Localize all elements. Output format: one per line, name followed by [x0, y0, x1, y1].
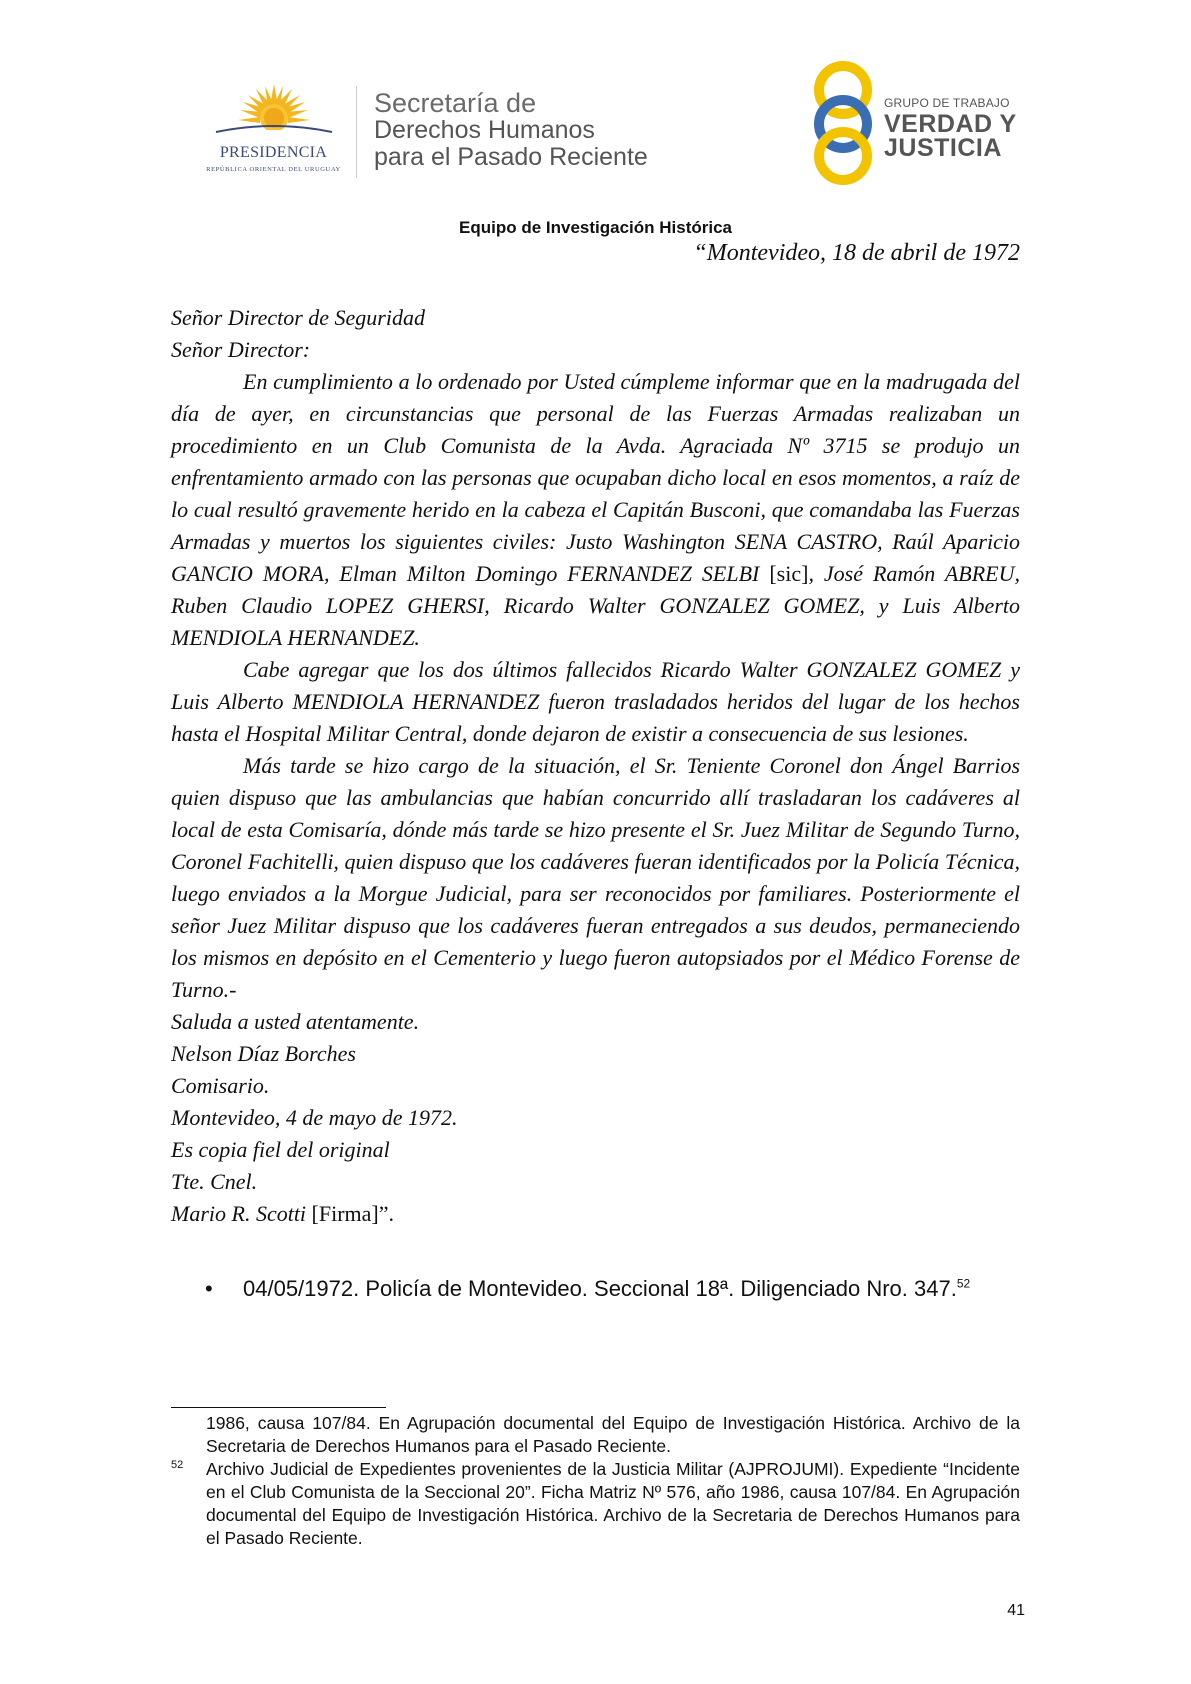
bullet-dot-icon: • — [205, 1276, 213, 1301]
bullet-item — [205, 1273, 1020, 1305]
verdad-justicia-logo — [808, 60, 1028, 186]
salutation-2: Señor Director: — [171, 337, 311, 362]
footnote-separator — [171, 1407, 386, 1408]
presidencia-title: PRESIDENCIA — [219, 144, 328, 161]
header-divider — [356, 86, 357, 178]
sun-of-may-icon — [196, 82, 351, 144]
paragraph-1-part-a: En cumplimiento a lo ordenado por Usted cúmpleme informar que en la madrugada del día de ayer, en circunstancias que personal de las Fuerzas Armadas realizaban un procedimiento en un Club Comunista de la Avda. Agraciada Nº 3715 se produjo un enfrentamiento armado con las personas que ocupaban dicho local en esos momentos, a raíz de lo cual resultó gravemente herido en la cabeza el Capitán Busconi, que comandaba las Fuerzas Armadas y muertos los siguientes civiles: Justo Washington SENA CASTRO, Raúl Aparicio GANCIO MORA, Elman Milton Domingo FERNANDEZ SELBI — [171, 369, 1020, 586]
letter-body — [171, 302, 1020, 1230]
closing-line: Saluda a usted atentamente. — [171, 1009, 420, 1034]
footnote-continued-text: 1986, causa 107/84. En Agrupación documental del Equipo de Investigación Histórica. Archivo de la Secretaria de Derechos Humanos para el Pasado Reciente. — [206, 1413, 1020, 1456]
grupo-title-line-1: VERDAD Y — [884, 110, 1017, 138]
copy-note: Es copia fiel del original — [171, 1137, 390, 1162]
sic-note: [sic] — [769, 561, 809, 586]
footnote-ref-52[interactable]: 52 — [956, 1276, 971, 1291]
grupo-title-line-2: JUSTICIA — [884, 134, 1002, 162]
footnote-52 — [171, 1458, 1020, 1550]
copy-rank: Tte. Cnel. — [171, 1169, 258, 1194]
paragraph-2: Cabe agregar que los dos últimos fallecidos Ricardo Walter GONZALEZ GOMEZ y Luis Alberto MENDIOLA HERNANDEZ fueron trasladados heridos del lugar de los hechos hasta el Hospital Militar Central, donde dejaron de existir a consecuencia de sus lesiones. — [171, 657, 1020, 746]
grupo-small-label: GRUPO DE TRABAJO — [884, 96, 1010, 110]
footnote-52-number: 52 — [171, 1459, 184, 1471]
secretaria-line-1: Secretaría de — [374, 88, 537, 118]
salutation-1: Señor Director de Seguridad — [171, 305, 425, 330]
signer-title: Comisario. — [171, 1073, 270, 1098]
secretaria-logo-text — [374, 90, 648, 171]
copy-signature-line — [171, 1198, 1020, 1230]
secretaria-line-2: Derechos Humanos — [374, 116, 595, 144]
footnote-continued — [171, 1412, 1020, 1458]
presidencia-subtitle: REPÚBLICA ORIENTAL DEL URUGUAY — [206, 166, 341, 173]
page-number: 41 — [1007, 1602, 1025, 1619]
firma-note: [Firma]”. — [311, 1201, 395, 1226]
team-heading: Equipo de Investigación Histórica — [459, 218, 732, 237]
letter-dateline: “Montevideo, 18 de abril de 1972 — [693, 240, 1020, 266]
presidencia-logo — [196, 82, 351, 182]
bullet-text-line — [243, 1273, 1020, 1305]
secretaria-line-3: para el Pasado Reciente — [374, 143, 648, 171]
paragraph-1-part-b: , José Ramón ABREU, Ruben Claudio LOPEZ GHERSI, Ricardo Walter GONZALEZ GOMEZ, y Luis Alberto MENDIOLA HERNANDEZ. — [171, 561, 1020, 650]
signer-name: Nelson Díaz Borches — [171, 1041, 356, 1066]
footnote-52-text: Archivo Judicial de Expedientes provenientes de la Justicia Militar (AJPROJUMI). Expediente “Incidente en el Club Comunista de la Seccional 20”. Ficha Matriz Nº 576, año 1986, causa 107/84. En Agrupación documental del Equipo de Investigación Histórica. Archivo de la Secretaria de Derechos Humanos para el Pasado Reciente. — [206, 1459, 1020, 1548]
copy-name: Mario R. Scotti — [171, 1201, 307, 1226]
paragraph-1 — [171, 366, 1020, 654]
paragraph-3: Más tarde se hizo cargo de la situación, el Sr. Teniente Coronel don Ángel Barrios quien dispuso que las ambulancias que habían concurrido allí trasladaran los cadáveres al local de esta Comisaría, dónde más tarde se hizo presente el Sr. Juez Militar de Segundo Turno, Coronel Fachitelli, quien dispuso que los cadáveres fueran identificados por la Policía Técnica, luego enviados a la Morgue Judicial, para ser reconocidos por familiares. Posteriormente el señor Juez Militar dispuso que los cadáveres fueran entregados a sus deudos, permaneciendo los mismos en depósito en el Cementerio y luego fueron autopsiados por el Médico Forense de Turno.- — [171, 753, 1020, 1002]
bullet-text: 04/05/1972. Policía de Montevideo. Seccional 18ª. Diligenciado Nro. 347. — [243, 1276, 957, 1301]
interlocked-rings-icon — [808, 60, 878, 186]
copy-date: Montevideo, 4 de mayo de 1972. — [171, 1105, 458, 1130]
